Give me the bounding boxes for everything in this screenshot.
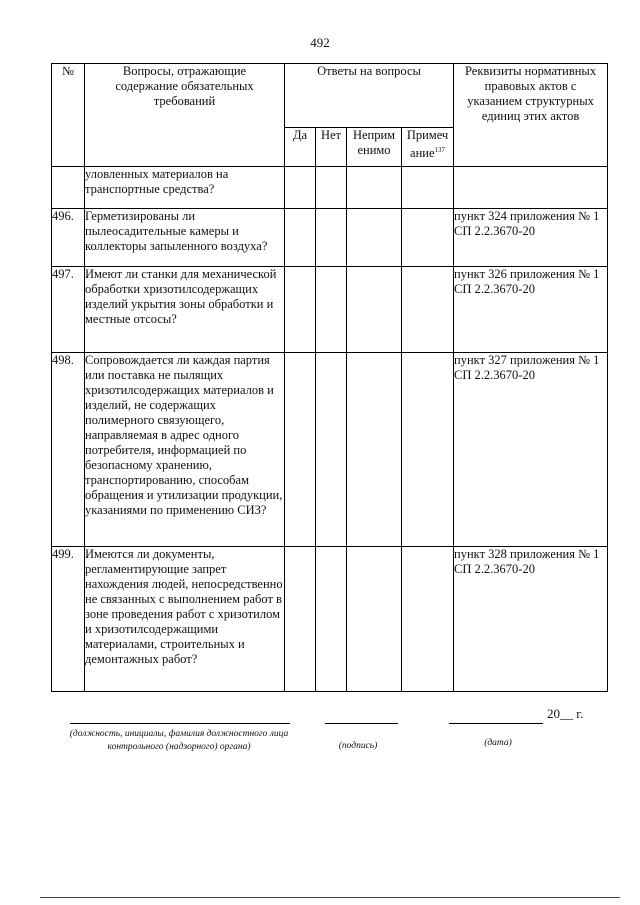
sign-signature-line — [325, 723, 398, 724]
answer-yes-cell — [285, 167, 316, 209]
table-row — [52, 353, 608, 547]
page-number: 492 — [310, 35, 330, 50]
date-label: (дата) — [484, 738, 512, 748]
answer-no-cell — [316, 209, 347, 267]
answer-na-cell — [347, 547, 402, 692]
header-answers: Ответы на вопросы — [285, 64, 454, 128]
answer-na-cell — [347, 353, 402, 547]
row-requisite: пункт 328 приложения № 1 СП 2.2.3670-20 — [454, 547, 608, 692]
year-text: 20__ г. — [547, 706, 584, 721]
answer-note-cell — [402, 167, 454, 209]
answer-note-cell — [402, 547, 454, 692]
answer-yes-cell — [285, 209, 316, 267]
answer-no-cell — [316, 353, 347, 547]
answer-note-cell — [402, 209, 454, 267]
table-row — [52, 209, 608, 267]
answer-note-cell — [402, 353, 454, 547]
answer-no-cell — [316, 167, 347, 209]
answer-yes-cell — [285, 353, 316, 547]
row-number — [52, 167, 85, 209]
header-no: Нет — [316, 128, 347, 167]
header-requisites: Реквизиты нормативных правовых актов с указанием структурных единиц этих актов — [454, 64, 608, 167]
answer-na-cell — [347, 267, 402, 353]
row-requisite: пункт 326 приложения № 1 СП 2.2.3670-20 — [454, 267, 608, 353]
position-label: (должность, инициалы, фамилия должностного лица контрольного (надзорного) органа) — [69, 729, 289, 752]
header-note — [402, 128, 454, 167]
checklist-table — [51, 63, 608, 692]
row-number: 498. — [52, 353, 85, 547]
header-note-text: Примеч ание — [406, 128, 449, 161]
answer-note-cell — [402, 267, 454, 353]
position-signature-line — [70, 723, 290, 724]
header-yes: Да — [285, 128, 316, 167]
row-requisite: пункт 324 приложения № 1 СП 2.2.3670-20 — [454, 209, 608, 267]
row-number: 499. — [52, 547, 85, 692]
sign-label: (подпись) — [338, 741, 378, 751]
answer-no-cell — [316, 267, 347, 353]
table-row — [52, 267, 608, 353]
answer-no-cell — [316, 547, 347, 692]
date-signature-line — [449, 723, 543, 724]
row-question: уловленных материалов на транспортные средства? — [85, 167, 285, 209]
row-question: Герметизированы ли пылеосадительные камеры и коллекторы запыленного воздуха? — [85, 209, 285, 267]
row-question: Сопровождается ли каждая партия или поставка не пылящих хризотилсодержащих материалов и изделий, не содержащих полимерного связующего, направляемая в адрес одного потребителя, информацией по безопасному хранению, транспортированию, способам обращения и утилизации продукции, указаниями по применению СИЗ? — [85, 353, 285, 547]
page-bottom-edge — [40, 897, 620, 898]
answer-na-cell — [347, 209, 402, 267]
table-row — [52, 167, 608, 209]
row-question: Имеют ли станки для механической обработки хризотилсодержащих изделий укрытия зоны обработки и местные отсосы? — [85, 267, 285, 353]
answer-na-cell — [347, 167, 402, 209]
header-not-applicable: Неприм енимо — [347, 128, 402, 167]
header-questions: Вопросы, отражающие содержание обязательных требований — [85, 64, 285, 167]
row-requisite: пункт 327 приложения № 1 СП 2.2.3670-20 — [454, 353, 608, 547]
answer-yes-cell — [285, 267, 316, 353]
footnote-ref: 137 — [434, 146, 446, 154]
table-row — [52, 547, 608, 692]
row-number: 497. — [52, 267, 85, 353]
row-number: 496. — [52, 209, 85, 267]
answer-yes-cell — [285, 547, 316, 692]
header-num: № — [52, 64, 85, 167]
row-requisite — [454, 167, 608, 209]
row-question: Имеются ли документы, регламентирующие запрет нахождения людей, непосредственно не связанных с выполнением работ в зоне проведения работ с хризотилом и хризотилсодержащими материалами, строительных и демонтажных работ? — [85, 547, 285, 692]
